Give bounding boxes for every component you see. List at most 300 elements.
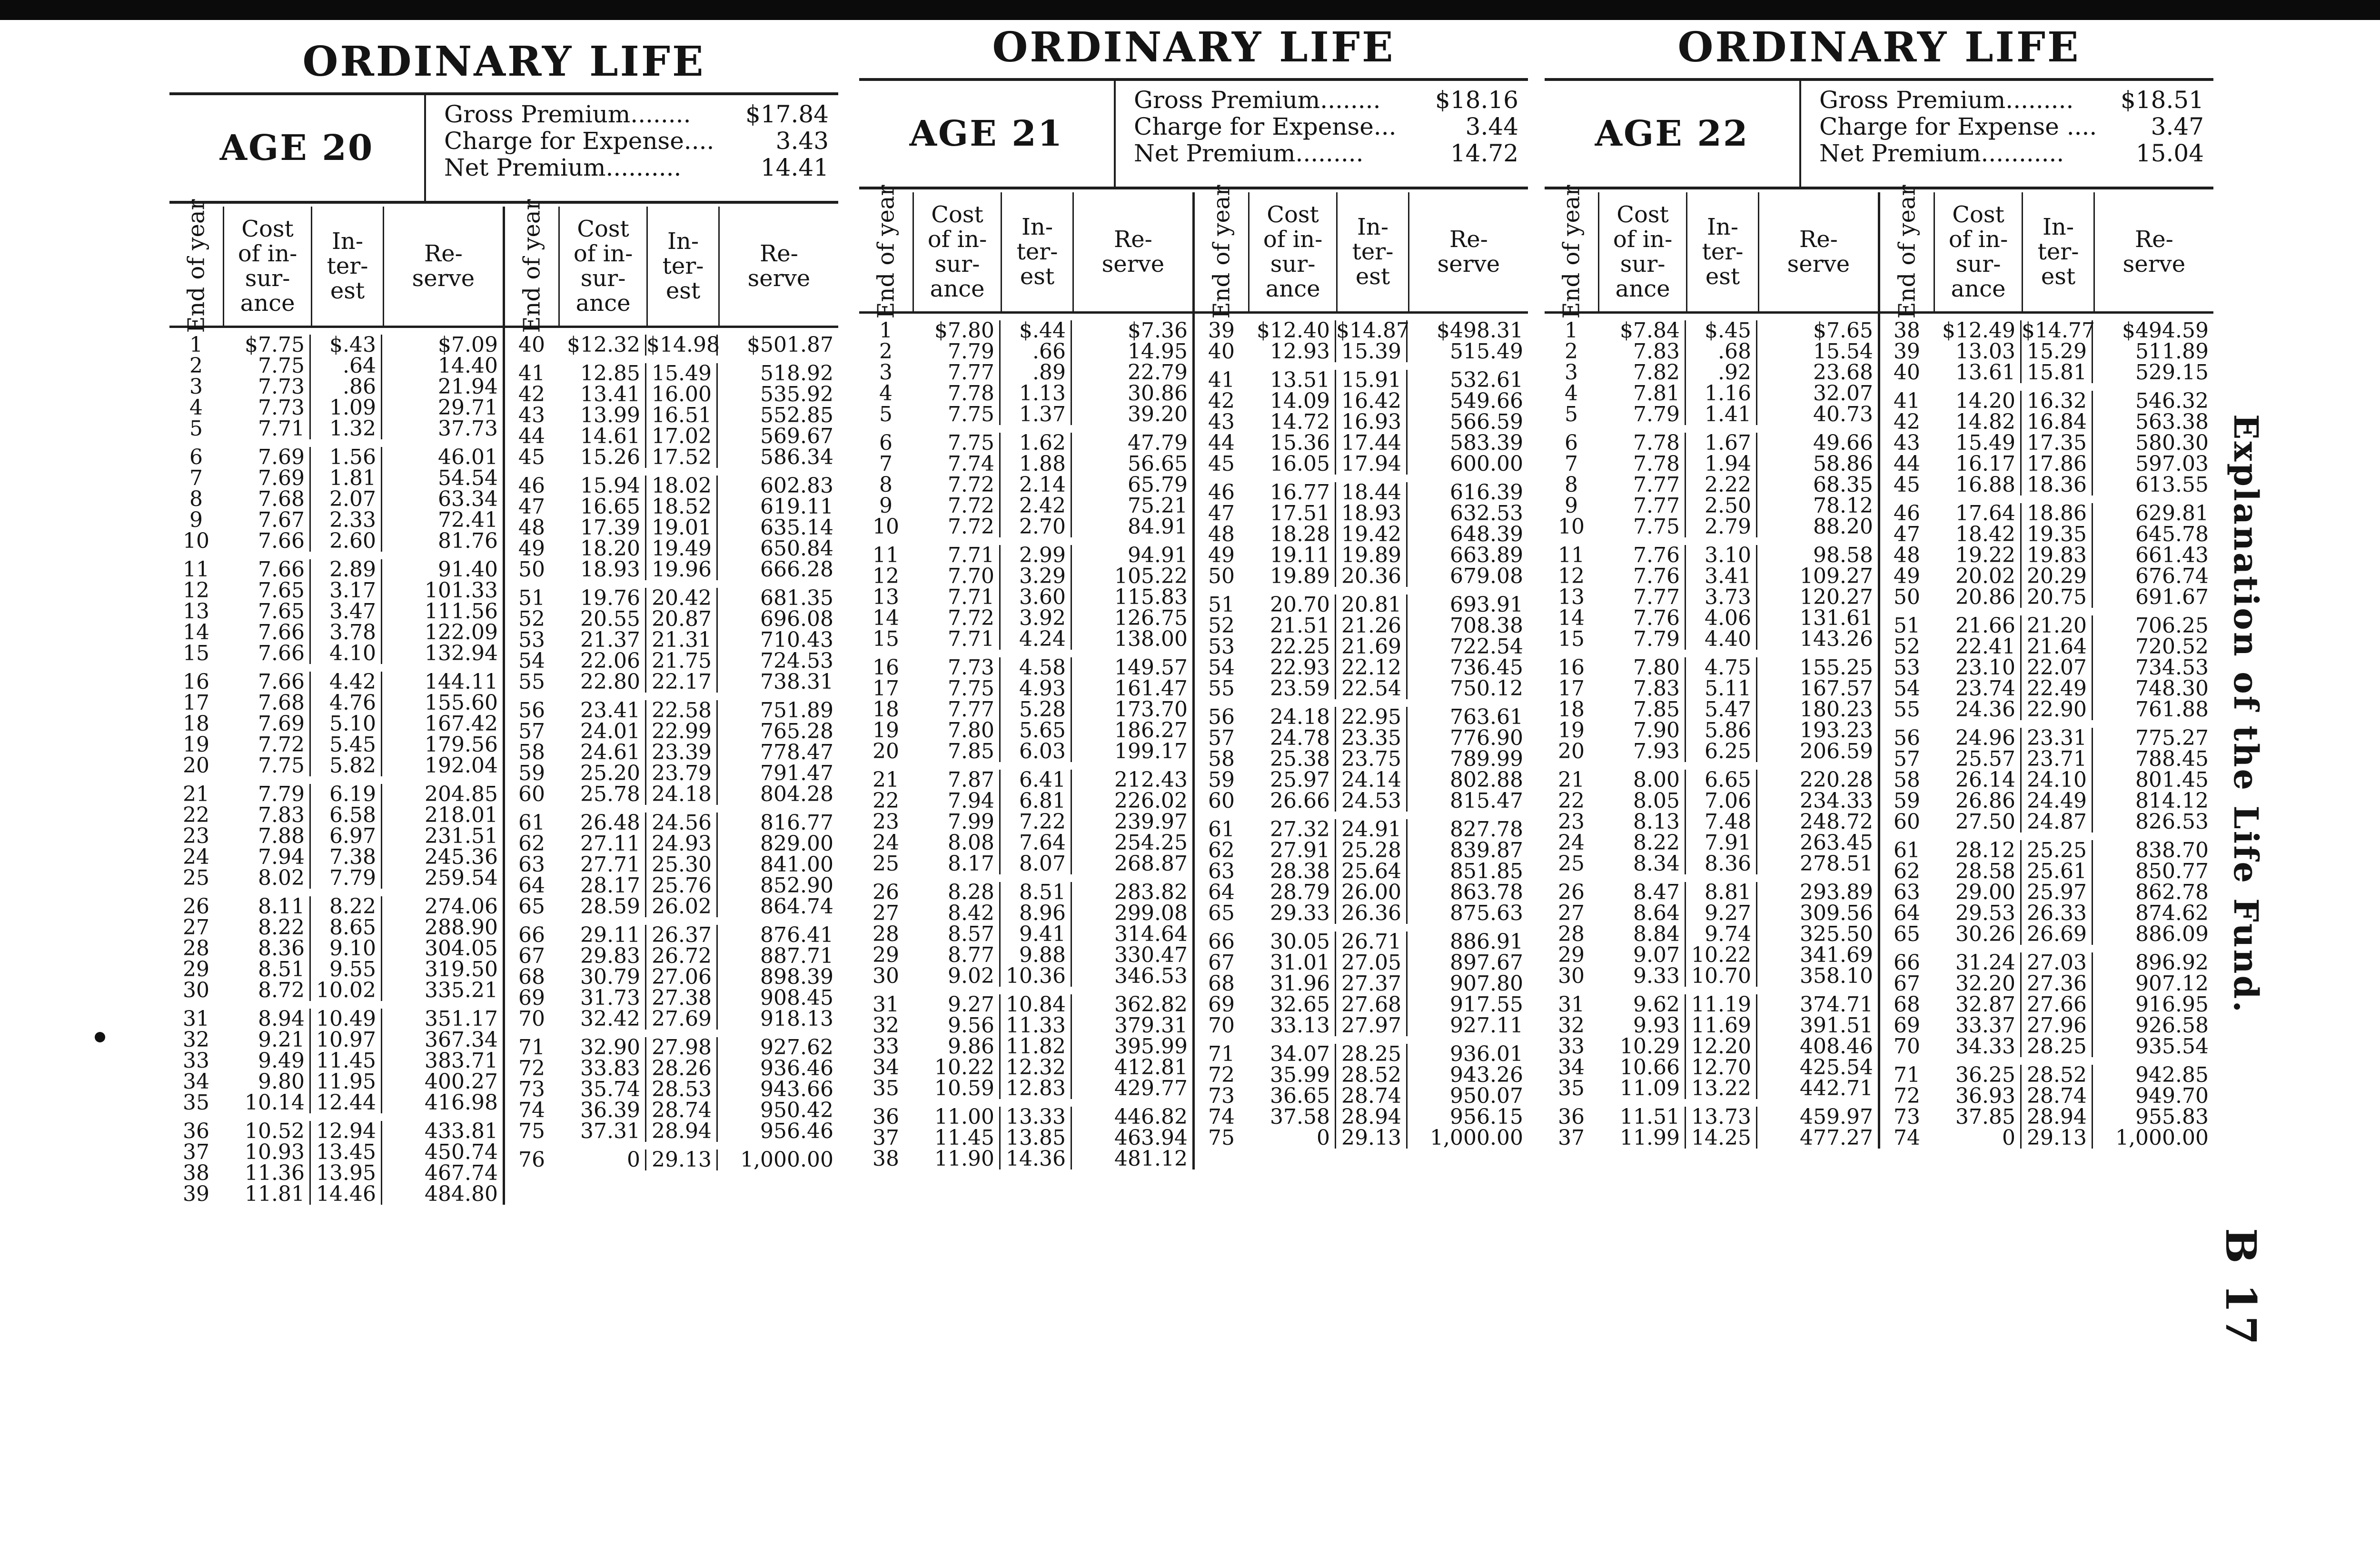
table-row	[169, 468, 503, 489]
cell-reserve: 549.66	[1450, 389, 1523, 413]
cell-interest: 24.14	[1336, 770, 1408, 791]
table-row	[1545, 362, 1878, 383]
cell-year: 59	[1208, 768, 1235, 792]
rows	[1195, 314, 1528, 1149]
cell-reserve: 81.76	[438, 529, 498, 553]
table-row	[169, 559, 503, 580]
table-row	[1545, 1015, 1878, 1036]
table-row	[169, 868, 503, 889]
cell-year: 26	[1558, 880, 1585, 904]
cell-interest: 27.69	[646, 1009, 718, 1030]
cell-reserve: 212.43	[1114, 768, 1188, 792]
cell-year: 17	[1558, 676, 1585, 701]
table-row	[505, 538, 838, 559]
table-row	[859, 475, 1192, 496]
cell-cost-of-insurance: 16.88	[1934, 475, 2022, 496]
cell-year: 74	[518, 1098, 545, 1122]
cell-reserve: 78.12	[1813, 494, 1873, 518]
table-row	[505, 559, 838, 580]
table-row	[859, 741, 1192, 762]
table-row	[505, 588, 838, 609]
cell-interest: 24.53	[1336, 791, 1408, 812]
cell-interest: 26.71	[1336, 932, 1408, 952]
cell-interest: 13.45	[311, 1142, 382, 1163]
cell-year: 61	[1894, 838, 1920, 862]
cell-year: 47	[1894, 522, 1920, 546]
cell-reserve: 254.25	[1114, 831, 1188, 855]
cell-cost-of-insurance: 32.65	[1248, 994, 1336, 1015]
cell-reserve: $7.09	[438, 333, 498, 357]
table-row	[169, 826, 503, 847]
cell-cost-of-insurance: 28.12	[1934, 840, 2022, 861]
table-row	[1880, 903, 2213, 924]
cell-reserve: 632.53	[1450, 501, 1523, 525]
cell-reserve: 648.39	[1450, 522, 1523, 546]
cell-interest: 27.98	[646, 1037, 718, 1058]
cell-interest: .92	[1686, 362, 1757, 383]
table-row	[859, 994, 1192, 1015]
cell-year: 19	[873, 718, 899, 743]
cell-cost-of-insurance: 8.17	[912, 853, 1001, 874]
table-row	[859, 1128, 1192, 1149]
cell-cost-of-insurance: 26.66	[1248, 791, 1336, 812]
cell-reserve: 293.89	[1800, 880, 1873, 904]
cell-interest: 5.86	[1686, 720, 1757, 741]
cell-reserve: 838.70	[2135, 838, 2209, 862]
cell-reserve: 863.78	[1450, 880, 1523, 904]
cell-interest: 21.31	[646, 630, 718, 651]
cell-cost-of-insurance: 18.28	[1248, 524, 1336, 545]
table-row	[1880, 994, 2213, 1015]
cell-reserve: 935.54	[2135, 1034, 2209, 1059]
table-row	[1545, 383, 1878, 404]
cell-year: 33	[873, 1034, 899, 1059]
table-row	[1545, 699, 1878, 720]
age-label: AGE 20	[169, 95, 426, 201]
cell-interest: 22.95	[1336, 707, 1408, 728]
table-row	[1880, 341, 2213, 362]
cell-year: 72	[1894, 1084, 1920, 1108]
premium-header	[859, 78, 1528, 189]
cell-interest: 26.36	[1336, 903, 1408, 924]
cell-reserve: 645.78	[2135, 522, 2209, 546]
cell-interest: 9.27	[1686, 903, 1757, 924]
cell-reserve: 661.43	[2135, 543, 2209, 567]
cell-interest: 15.81	[2022, 362, 2093, 383]
cell-interest: 22.99	[646, 721, 718, 742]
cell-interest: 4.93	[1001, 678, 1072, 699]
cell-reserve: 192.04	[425, 753, 498, 778]
cell-year: 20	[1558, 739, 1585, 763]
cell-interest: 5.11	[1686, 678, 1757, 699]
cell-year: 63	[1208, 859, 1235, 883]
cell-reserve: 908.45	[760, 986, 833, 1010]
cell-interest: 8.07	[1001, 853, 1072, 874]
cell-interest: 1.09	[311, 397, 382, 418]
table-row	[1195, 728, 1528, 749]
cell-cost-of-insurance: 15.36	[1248, 433, 1336, 454]
cell-reserve: 927.62	[760, 1035, 833, 1060]
cell-interest: 28.53	[646, 1079, 718, 1100]
cell-reserve: 442.71	[1800, 1076, 1873, 1100]
table-row	[1195, 707, 1528, 728]
panel-title: ORDINARY LIFE	[992, 23, 1395, 71]
table-row	[505, 833, 838, 854]
cell-reserve: 804.28	[760, 782, 833, 806]
cell-cost-of-insurance: 11.00	[912, 1107, 1001, 1128]
cell-year: 42	[518, 382, 545, 406]
age-label: AGE 21	[859, 81, 1116, 187]
table-row	[859, 362, 1192, 383]
cell-interest: 1.32	[311, 418, 382, 439]
cell-reserve: 21.94	[438, 375, 498, 399]
cell-year: 23	[183, 824, 209, 848]
cell-year: 4	[189, 396, 203, 420]
table-row	[169, 1184, 503, 1205]
cell-year: 64	[1894, 901, 1920, 925]
cell-interest: .68	[1686, 341, 1757, 362]
cell-year: 21	[183, 782, 209, 806]
header-reserve: Re- serve	[747, 240, 811, 292]
table-row	[169, 734, 503, 755]
cell-cost-of-insurance: 31.96	[1248, 973, 1336, 994]
cell-cost-of-insurance: 29.33	[1248, 903, 1336, 924]
table-row	[859, 496, 1192, 516]
cell-reserve: 852.90	[760, 873, 833, 898]
cell-cost-of-insurance: 25.78	[558, 784, 646, 805]
cell-year: 51	[1894, 614, 1920, 638]
cell-reserve: 566.59	[1450, 410, 1523, 434]
cell-reserve: 49.66	[1813, 431, 1873, 455]
cell-interest: 11.45	[311, 1050, 382, 1071]
cell-year: 1	[879, 318, 892, 343]
cell-reserve: 65.79	[1128, 473, 1188, 497]
header-end-of-year: End of year	[1195, 192, 1250, 311]
cell-cost-of-insurance: 11.51	[1598, 1107, 1686, 1128]
cell-reserve: 898.39	[760, 965, 833, 989]
cell-interest: 6.41	[1001, 770, 1072, 791]
table-row	[1880, 699, 2213, 720]
cell-reserve: 943.66	[760, 1077, 833, 1101]
cell-interest: 28.94	[2022, 1107, 2093, 1128]
cell-year: 74	[1208, 1105, 1235, 1129]
cell-reserve: 580.30	[2135, 431, 2209, 455]
table-body	[859, 185, 1528, 1171]
table-row	[1545, 629, 1878, 650]
cell-cost-of-insurance: $7.84	[1598, 320, 1686, 341]
table-row	[505, 1058, 838, 1079]
cell-year: 15	[183, 641, 209, 665]
cell-year: 58	[1894, 768, 1920, 792]
cell-year: 3	[189, 375, 203, 399]
cell-year: 30	[1558, 964, 1585, 988]
cell-cost-of-insurance: 7.67	[223, 510, 311, 531]
header-end-of-year: End of year	[1545, 192, 1599, 311]
cell-cost-of-insurance: 15.94	[558, 476, 646, 496]
cell-reserve: 94.91	[1128, 543, 1188, 567]
cell-reserve: 708.38	[1450, 614, 1523, 638]
cell-reserve: 751.89	[760, 698, 833, 723]
cell-reserve: 907.80	[1450, 971, 1523, 996]
cell-year: 73	[1894, 1105, 1920, 1129]
table-row	[1545, 966, 1878, 987]
cell-cost-of-insurance: 7.69	[223, 714, 311, 734]
table-row	[169, 1050, 503, 1071]
cell-reserve: 827.78	[1450, 817, 1523, 842]
cell-year: 1	[189, 333, 203, 357]
table-row	[169, 397, 503, 418]
cell-year: 59	[1894, 789, 1920, 813]
cell-interest: 22.12	[1336, 657, 1408, 678]
table-row	[169, 896, 503, 917]
cell-cost-of-insurance: 36.25	[1934, 1065, 2022, 1086]
header-interest: In- ter- est	[1002, 192, 1074, 311]
table-row	[169, 917, 503, 938]
cell-year: 6	[189, 445, 203, 469]
table-row	[1195, 1044, 1528, 1065]
table-row	[505, 988, 838, 1009]
cell-interest: 25.30	[646, 854, 718, 875]
cell-reserve: 75.21	[1128, 494, 1188, 518]
cell-reserve: 362.82	[1114, 992, 1188, 1017]
cell-reserve: 563.38	[2135, 410, 2209, 434]
cell-cost-of-insurance: 24.01	[558, 721, 646, 742]
cell-reserve: 814.12	[2135, 789, 2209, 813]
page-number: B 17	[2216, 1228, 2266, 1348]
cell-reserve: 650.84	[760, 536, 833, 561]
cell-year: 18	[873, 697, 899, 722]
table-row	[1545, 1057, 1878, 1078]
cell-reserve: 84.91	[1128, 515, 1188, 539]
cell-reserve: 206.59	[1800, 739, 1873, 763]
cell-interest: 4.10	[311, 643, 382, 664]
table-row	[1880, 678, 2213, 699]
cell-cost-of-insurance: 8.57	[912, 924, 1001, 945]
cell-year: 39	[1208, 318, 1235, 343]
cell-interest: 6.97	[311, 826, 382, 847]
cell-reserve: 734.53	[2135, 655, 2209, 680]
top-scan-border	[0, 0, 2380, 20]
cell-cost-of-insurance: 32.90	[558, 1037, 646, 1058]
cell-year: 29	[183, 957, 209, 981]
cell-cost-of-insurance: 7.72	[912, 516, 1001, 537]
cell-cost-of-insurance: 19.89	[1248, 566, 1336, 587]
cell-year: 61	[518, 811, 545, 835]
cell-reserve: 876.41	[760, 923, 833, 947]
cell-interest: 1.13	[1001, 383, 1072, 404]
cell-cost-of-insurance: 10.22	[912, 1057, 1001, 1078]
cell-reserve: 763.61	[1450, 705, 1523, 729]
table-row	[859, 629, 1192, 650]
cell-interest: 4.06	[1686, 608, 1757, 629]
cell-reserve: 802.88	[1450, 768, 1523, 792]
cell-reserve: 29.71	[438, 396, 498, 420]
cell-reserve: 874.62	[2135, 901, 2209, 925]
table-row	[1195, 791, 1528, 812]
cell-interest: 3.29	[1001, 566, 1072, 587]
cell-cost-of-insurance: 36.65	[1248, 1086, 1336, 1107]
table-row	[1545, 608, 1878, 629]
cell-year: 56	[1208, 705, 1235, 729]
panel-age-21	[859, 19, 1528, 1169]
cell-cost-of-insurance: 16.65	[558, 496, 646, 517]
cell-cost-of-insurance: 8.34	[1598, 853, 1686, 874]
cell-cost-of-insurance: 27.71	[558, 854, 646, 875]
cell-cost-of-insurance: 7.71	[912, 545, 1001, 566]
cell-reserve: 283.82	[1114, 880, 1188, 904]
cell-cost-of-insurance: 8.77	[912, 945, 1001, 966]
cell-cost-of-insurance: 7.72	[912, 475, 1001, 496]
cell-reserve: 400.27	[425, 1070, 498, 1094]
cell-year: 14	[1558, 606, 1585, 630]
cell-reserve: 199.17	[1114, 739, 1188, 763]
cell-cost-of-insurance: 18.93	[558, 559, 646, 580]
cell-cost-of-insurance: 8.84	[1598, 924, 1686, 945]
cell-year: 31	[1558, 992, 1585, 1017]
cell-reserve: 374.71	[1800, 992, 1873, 1017]
cell-reserve: 724.53	[760, 649, 833, 673]
cell-cost-of-insurance: 7.99	[912, 812, 1001, 832]
table-row	[859, 966, 1192, 987]
table-row	[1880, 1086, 2213, 1107]
cell-interest: 4.42	[311, 672, 382, 693]
cell-reserve: 278.51	[1800, 852, 1873, 876]
cell-year: 22	[873, 789, 899, 813]
cell-reserve: 956.15	[1450, 1105, 1523, 1129]
cell-cost-of-insurance: 31.73	[558, 988, 646, 1009]
cell-cost-of-insurance: 28.58	[1934, 861, 2022, 882]
cell-reserve: 268.87	[1114, 852, 1188, 876]
cell-cost-of-insurance: 7.77	[1598, 475, 1686, 496]
cell-interest: 26.69	[2022, 924, 2093, 945]
table-right-half	[503, 199, 838, 1205]
cell-interest: 20.81	[1336, 595, 1408, 615]
cell-cost-of-insurance: 0	[1248, 1128, 1336, 1149]
cell-interest: 2.89	[311, 559, 382, 580]
table-row	[859, 945, 1192, 966]
cell-year: 38	[183, 1161, 209, 1185]
cell-year: 34	[873, 1055, 899, 1080]
cell-interest: 8.65	[311, 917, 382, 938]
cell-reserve: 416.98	[425, 1090, 498, 1115]
cell-year: 26	[873, 880, 899, 904]
cell-reserve: 91.40	[438, 557, 498, 582]
cell-year: 65	[1894, 922, 1920, 946]
table-row	[1880, 882, 2213, 903]
cell-year: 2	[189, 354, 203, 378]
table-row	[859, 608, 1192, 629]
cell-cost-of-insurance: 7.77	[912, 362, 1001, 383]
cell-interest: $14.87	[1336, 318, 1409, 343]
table-row	[859, 657, 1192, 678]
cell-cost-of-insurance: 33.83	[558, 1058, 646, 1079]
cell-interest: 4.76	[311, 693, 382, 714]
cell-year: 25	[1558, 852, 1585, 876]
cell-reserve: 949.70	[2135, 1084, 2209, 1108]
cell-year: 22	[183, 803, 209, 827]
cell-interest: 18.44	[1336, 482, 1408, 503]
cell-year: 19	[183, 733, 209, 757]
cell-cost-of-insurance: 21.66	[1934, 615, 2022, 636]
cell-interest: 20.75	[2022, 587, 2093, 608]
cell-interest: 1.81	[311, 468, 382, 489]
cell-reserve: 138.00	[1114, 627, 1188, 651]
table-row	[1880, 1036, 2213, 1057]
cell-year: 40	[518, 333, 545, 357]
cell-cost-of-insurance: 7.75	[223, 755, 311, 776]
cell-cost-of-insurance: 28.17	[558, 875, 646, 896]
cell-cost-of-insurance: 7.70	[912, 566, 1001, 587]
cell-year: 48	[518, 515, 545, 540]
cell-interest: 11.33	[1001, 1015, 1072, 1036]
cell-reserve: 226.02	[1114, 789, 1188, 813]
cell-cost-of-insurance: 7.80	[1598, 657, 1686, 678]
cell-reserve: 484.80	[425, 1182, 498, 1206]
premium-row: Net Premium......... 14.72	[1134, 139, 1518, 167]
cell-reserve: 789.99	[1450, 747, 1523, 771]
table-row	[169, 622, 503, 643]
cell-cost-of-insurance: 30.79	[558, 967, 646, 988]
cell-year: 50	[1208, 564, 1235, 588]
table-row	[1880, 1015, 2213, 1036]
cell-reserve: 309.56	[1800, 901, 1873, 925]
cell-year: 46	[1894, 501, 1920, 525]
cell-reserve: 101.33	[425, 578, 498, 603]
table-row	[1880, 636, 2213, 657]
table-row	[1880, 657, 2213, 678]
cell-interest: 6.81	[1001, 791, 1072, 812]
table-row	[859, 404, 1192, 425]
cell-interest: 27.96	[2022, 1015, 2093, 1036]
table-row	[169, 1030, 503, 1050]
table-row	[859, 1078, 1192, 1099]
cell-year: 29	[1558, 943, 1585, 967]
cell-cost-of-insurance: 24.18	[1248, 707, 1336, 728]
cell-interest: 3.47	[311, 601, 382, 622]
cell-year: 21	[873, 768, 899, 792]
cell-reserve: 862.78	[2135, 880, 2209, 904]
table-row	[169, 980, 503, 1001]
cell-reserve: 248.72	[1800, 810, 1873, 834]
table-row	[1195, 1065, 1528, 1086]
cell-year: 40	[1894, 360, 1920, 385]
cell-reserve: 851.85	[1450, 859, 1523, 883]
cell-year: 52	[518, 607, 545, 631]
cell-year: 48	[1894, 543, 1920, 567]
cell-interest: 25.25	[2022, 840, 2093, 861]
cell-interest: 3.92	[1001, 608, 1072, 629]
cell-reserve: 816.77	[760, 811, 833, 835]
cell-reserve: 511.89	[2135, 339, 2209, 364]
cell-year: 68	[1894, 992, 1920, 1017]
table-row	[1195, 524, 1528, 545]
cell-reserve: 155.25	[1800, 655, 1873, 680]
cell-cost-of-insurance: 7.66	[223, 672, 311, 693]
cell-reserve: 535.92	[760, 382, 833, 406]
cell-cost-of-insurance: 33.13	[1248, 1015, 1336, 1036]
cell-cost-of-insurance: 7.72	[912, 608, 1001, 629]
cell-cost-of-insurance: 8.00	[1598, 770, 1686, 791]
cell-reserve: 274.06	[425, 894, 498, 919]
cell-interest: 11.19	[1686, 994, 1757, 1015]
cell-interest: .66	[1001, 341, 1072, 362]
cell-cost-of-insurance: 7.65	[223, 601, 311, 622]
table-row	[859, 1036, 1192, 1057]
cell-interest: 27.38	[646, 988, 718, 1009]
table-row	[1195, 952, 1528, 973]
table-row	[1880, 1128, 2213, 1149]
table-row	[1195, 840, 1528, 861]
